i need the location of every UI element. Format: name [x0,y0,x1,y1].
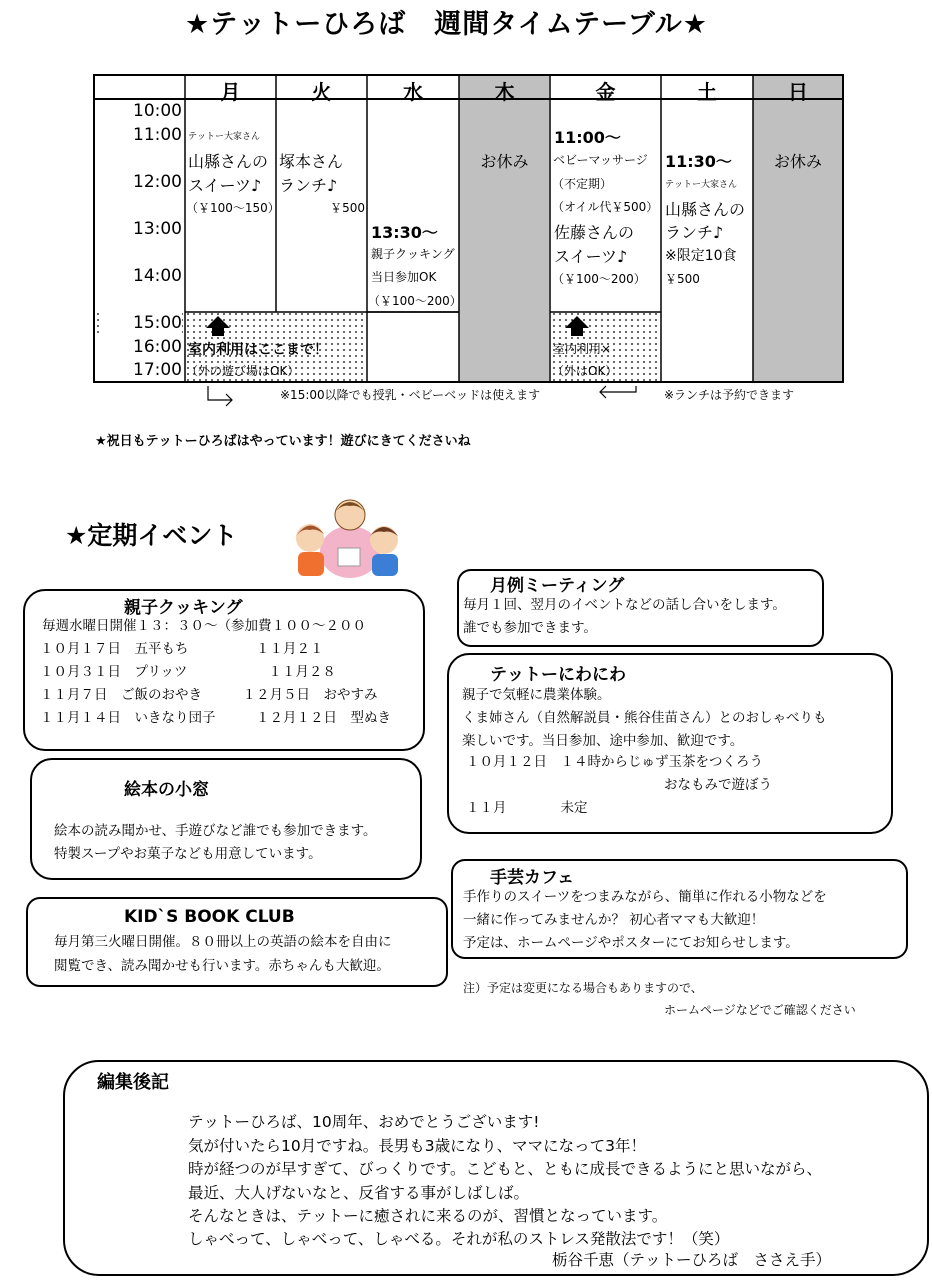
timetable-grid [0,0,932,420]
time-label: 15:00 [100,313,182,333]
family-illustration-icon [288,490,412,582]
time-label: 10:00 [133,101,182,121]
day-header-tue: 火 [311,80,332,104]
editor-title: 編集後記 [97,1072,169,1093]
cooking-line: １０月３１日 プリッツ １１月２８ [40,664,336,680]
kids-line: 閲覧でき、読み聞かせも行います。赤ちゃんも大歓迎。 [54,958,390,974]
ehon-line: 絵本の読み聞かせ、手遊びなど誰でも参加できます。 [54,823,377,839]
sat-time: 11:30～ [665,152,732,171]
sat-price: ￥500 [665,272,700,286]
niwaniwa-line: おなもみで遊ぼう [664,777,772,793]
mon-event-line2: スイーツ♪ [188,176,262,195]
mon-outdoor-note: （外の遊び場はOK） [186,364,300,378]
editor-line: 気が付いたら10月ですね。長男も3歳になり、ママになって3年！ [188,1137,646,1155]
meeting-line: 誰でも参加できます。 [463,620,597,636]
cooking-line: １１月１４日 いきなり団子 １２月１２日 型ぬき [40,710,391,726]
thu-closed: お休み [480,152,529,171]
tue-price: ￥500 [330,201,365,215]
time-label: 11:00 [133,125,182,145]
editor-line: 最近、大人げないなと、反省する事がしばしば。 [188,1184,530,1202]
cooking-line: １１月７日 ご飯のおやき １２月５日 おやすみ [40,687,378,703]
craft-line: 予定は、ホームページやポスターにてお知らせします。 [463,935,799,951]
sun-closed-fill [753,74,843,382]
fri-event-line4: 佐藤さんの [554,223,635,242]
wed-price: （￥100～200） [368,294,462,308]
sun-closed: お休み [773,152,822,171]
day-header-wed: 水 [403,80,423,104]
mon-price: （￥100～150） [186,201,280,215]
kids-line: 毎月第三火曜日開催。８０冊以上の英語の絵本を自由に [54,934,392,950]
meeting-line: 毎月１回、翌月のイベントなどの話し合いをします。 [463,597,786,613]
lunch-note: ※ランチは予約できます [664,388,795,402]
wed-event-line1: 親子クッキング [371,247,455,261]
sat-event-line3: ※限定10食 [665,248,737,264]
holiday-note: ★祝日もテットーひろばはやっています！遊びにきてくださいね [95,434,471,449]
thu-closed-fill [459,74,549,382]
editor-line: しゃべって、しゃべって、しゃべる。それが私のストレス発散法です！（笑） [188,1230,730,1248]
day-header-thu: 木 [494,80,515,104]
niwaniwa-line: 楽しいです。当日参加、途中参加、歓迎です。 [462,733,744,749]
niwaniwa-line: １１月 未定 [466,800,588,816]
mon-event-line1: 山縣さんの [188,152,269,171]
cooking-title: 親子クッキング [124,598,243,618]
ehon-title: 絵本の小窓 [124,780,209,800]
meeting-title: 月例ミーティング [490,576,625,596]
fri-event-line3: （オイル代￥500） [552,200,659,214]
niwaniwa-line: くま姉さん（自然解説員・熊谷佳苗さん）とのおしゃべりも [462,710,827,726]
timetable [0,0,932,420]
fri-indoor-note: 室内利用× [553,342,612,356]
cooking-line: 毎週水曜日開催１３：３０～（参加費１００～２００ [42,618,366,634]
fri-time: 11:00～ [554,128,621,147]
tue-event-line1: 塚本さん [279,152,344,171]
fri-event-line2: （不定期） [552,177,613,191]
wed-time: 13:30～ [371,223,438,242]
wed-event-line2: 当日参加OK [371,270,437,284]
niwaniwa-line: 親子で気軽に農業体験。 [462,687,611,703]
craft-line: 手作りのスイーツをつまみながら、簡単に作れる小物などを [463,889,827,905]
sat-host: テットー大家さん [665,180,738,190]
editor-signature: 栃谷千恵（テットーひろば ささえ手） [552,1251,832,1269]
day-header-fri: 金 [595,80,616,104]
mon-indoor-note: 室内利用はここまで！ [188,342,328,358]
craft-title: 手芸カフェ [490,868,575,888]
change-note: 注）予定は変更になる場合もありますので、 [463,981,703,995]
day-header-mon: 月 [220,80,241,104]
craft-line: 一緒に作ってみませんか？ 初心者ママも大歓迎！ [463,912,765,928]
change-note: ホームページなどでご確認ください [664,1003,856,1017]
time-label: 14:00 [133,266,182,286]
time-label: 13:00 [133,219,182,239]
niwaniwa-line: １０月１２日 １４時からじゅず玉茶をつくろう [466,754,763,770]
tue-event-line2: ランチ♪ [279,176,338,195]
fri-event-line1: ベビーマッサージ [553,153,648,167]
niwaniwa-title: テットーにわにわ [490,665,626,685]
editor-line: 時が経つのが早すぎて、びっくりです。こどもと、ともに成長できるようにと思いながら、 [188,1160,822,1178]
ehon-line: 特製スープやお菓子なども用意しています。 [54,846,322,862]
cooking-line: １０月１７日 五平もち １１月２１ [40,641,324,657]
fri-outdoor-note: （外はOK） [552,364,618,378]
events-heading: ★定期イベント [65,521,238,550]
page-title: ★テットーひろば 週間タイムテーブル★ [185,9,708,40]
day-header-sat: 土 [697,80,717,104]
editor-line: そんなときは、テットーに癒されに来るのが、習慣となっています。 [188,1207,668,1225]
fri-event-line5: スイーツ♪ [554,247,628,266]
time-label: 16:00 [133,337,182,357]
kids-title: KID`S BOOK CLUB [124,907,295,927]
editor-line: テットーひろば、10周年、おめでとうございます! [188,1113,540,1131]
mon-host: テットー大家さん [188,132,261,142]
time-label: 12:00 [133,172,182,192]
nursing-note: ※15:00以降でも授乳・ベビーベッドは使えます [280,388,541,402]
sat-event-line1: 山縣さんの [665,200,746,219]
fri-price: （￥100～200） [552,272,646,286]
sat-event-line2: ランチ♪ [665,223,724,242]
time-label: 17:00 [133,360,182,380]
day-header-sun: 日 [788,80,808,104]
